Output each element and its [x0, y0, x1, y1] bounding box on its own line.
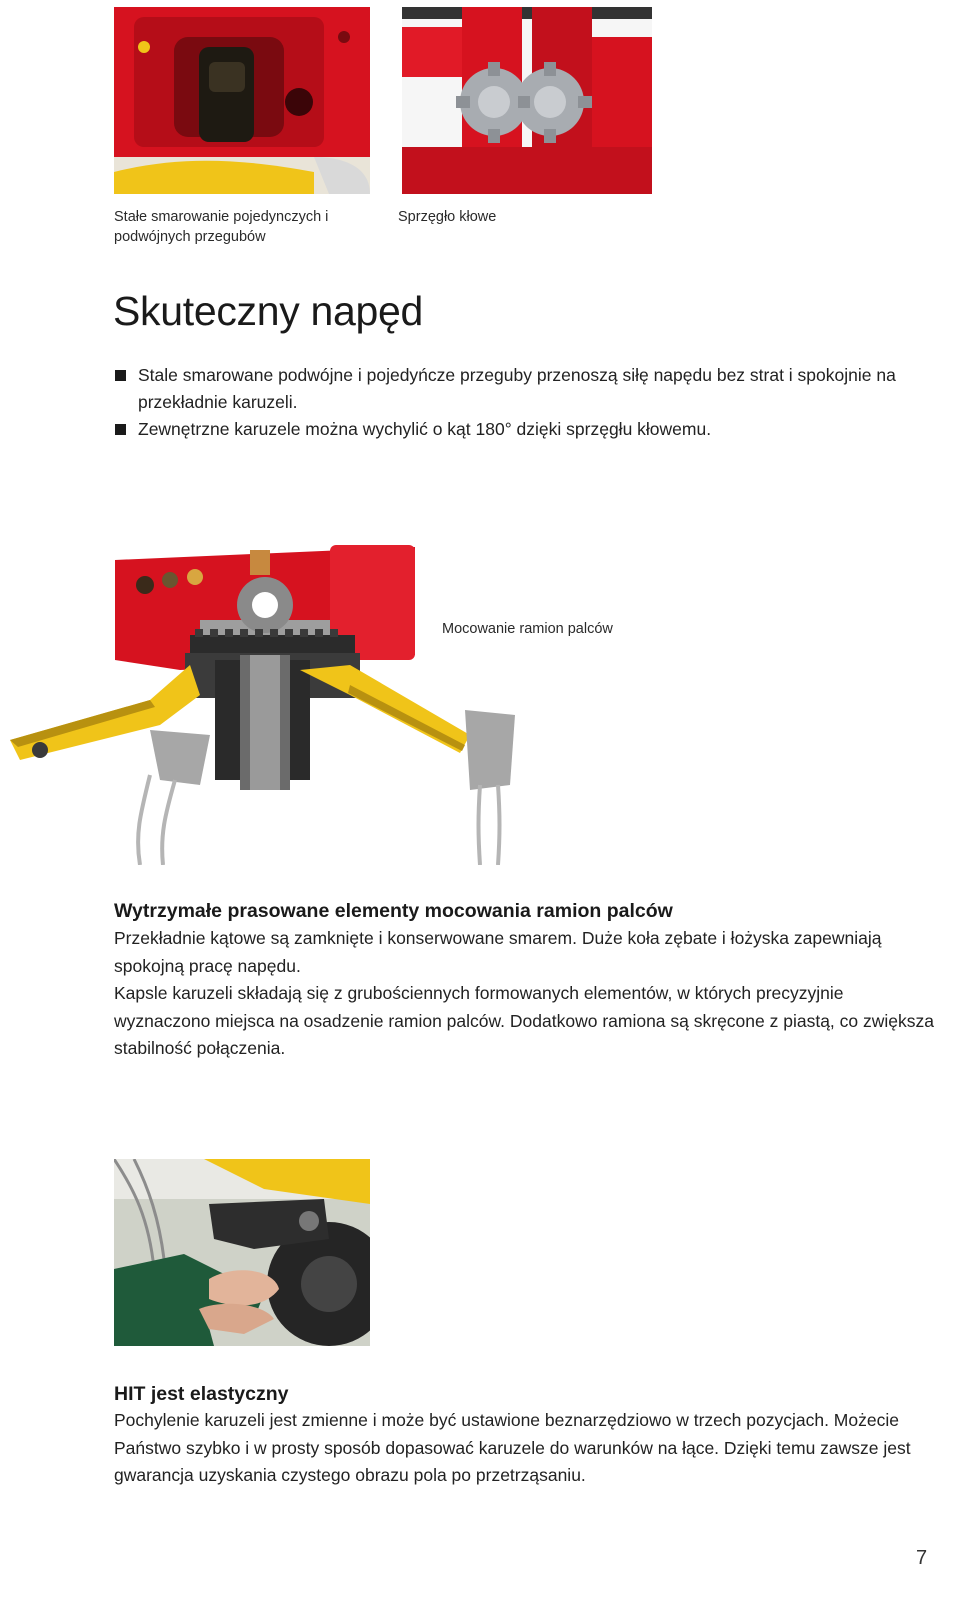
caption-tine-arm-mount: Mocowanie ramion palców	[442, 621, 613, 637]
caption-claw-clutch: Sprzęgło kłowe	[398, 209, 497, 225]
page-number: 7	[916, 1547, 928, 1569]
bullet-item: Zewnętrzne karuzele można wychylić o kąt 180° dzięki sprzęgłu kłowemu.	[114, 416, 929, 443]
drive-bullet-list	[114, 362, 929, 443]
flexible-paragraph: Pochylenie karuzeli jest zmienne i może być ustawione beznarzędziowo w trzech pozycjach. Możecie Państwo szybko i w prosty sposób dopasować karuzele do warunków na łące. Dzięki temu zawsze jest gwarancja uzyskania czystego obrazu pola po przetrząsaniu.	[114, 1410, 911, 1485]
tine-arms-paragraph-1: Przekładnie kątowe są zamknięte i konserwowane smarem. Duże koła zębate i łożyska zapewniają spokojną pracę napędu.	[114, 928, 882, 976]
photo-universal-joint	[114, 7, 370, 194]
section-title-drive: Skuteczny napęd	[113, 288, 424, 334]
caption-universal-joint: Stałe smarowanie pojedynczych i podwójnych przegubów	[114, 209, 329, 245]
photo-gearbox-cutaway	[0, 535, 530, 865]
photo-tilt-adjustment	[114, 1159, 370, 1346]
bullet-item: Stale smarowane podwójne i pojedyńcze przeguby przenoszą siłę napędu bez strat i spokojnie na przekładnie karuzeli.	[114, 362, 929, 416]
tine-arms-paragraph-2: Kapsle karuzeli składają się z grubościennych formowanych elementów, w których precyzyjnie wyznaczono miejsca na osadzenie ramion palców. Dodatkowo ramiona są skręcone z piastą, co zwiększa stabilność połączenia.	[114, 983, 934, 1058]
section-title-tine-arms: Wytrzymałe prasowane elementy mocowania ramion palców	[114, 900, 673, 922]
photo-claw-clutch	[402, 7, 652, 194]
section-title-flexible: HIT jest elastyczny	[114, 1383, 289, 1405]
